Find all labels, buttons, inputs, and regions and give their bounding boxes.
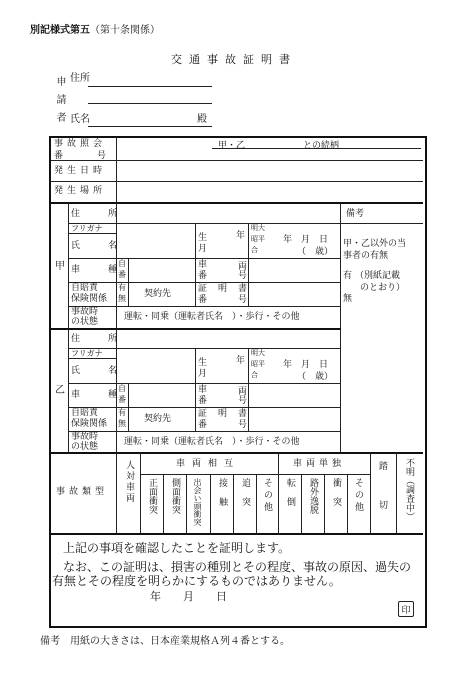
row-line [68,223,340,224]
vehicle-no-label: 両 [238,387,248,397]
divider [233,474,234,533]
row-line [340,223,423,224]
subtype-off-road: 路外逸脱 [308,478,318,514]
party-otsu-label: 乙 [55,385,65,396]
birth-label: 生 [198,358,208,368]
age: （ 歳） [297,372,334,382]
divider [195,348,196,431]
divider [163,474,164,533]
vehicle-no-label: 車 [198,385,208,395]
divider [370,453,371,533]
row-line-bold [51,452,423,454]
divider [248,223,249,258]
era: 明大 [251,349,265,357]
insurance-label-top: 自賠責 [71,283,99,293]
relation-label: との続柄 [303,141,340,151]
cert-label: 証 [198,284,208,294]
mark: 番 [118,395,126,404]
cert-label: 号 [238,420,248,430]
person-vs-vehicle: 人対車両 [124,460,134,504]
document-title: 交通事故証明書 [171,53,297,66]
era: 合 [251,246,258,254]
furigana-label: フリガナ [71,349,103,358]
subtype-crossing: 出会い頭衝突 [193,478,202,526]
birth-date: 年 月 日 [283,360,329,370]
cert-label: 番 [198,295,208,305]
cert-label: 書 [238,284,248,294]
era: 明大 [251,224,265,232]
subtype-other: その他 [262,478,272,514]
address-label: 住 所 [71,209,118,219]
subtype-contact: 接触 [217,478,227,516]
cert-line-3: 有無とその程度を明らかにするものではありません。 [52,574,341,588]
birth-label: 生 [198,233,208,243]
mark: 番 [118,270,126,279]
era: 合 [251,371,258,379]
accident-type-label: 事故類型 [56,487,109,497]
relation-ko-otsu: 甲・乙 [218,141,246,151]
divider [210,474,211,533]
state-options: 運転・同乗（運転者氏名 ）・歩行・その他 [124,437,300,447]
cert-label: 証 [198,409,208,419]
vehicle-type-label: 車 種 [71,390,118,400]
contract-label: 契約先 [144,414,172,424]
birth-label: 月 [198,244,208,254]
state-label-bottom: の状態 [71,442,99,452]
age: （ 歳） [297,247,334,257]
remarks-header: 備考 [346,209,365,219]
insurance-label-bottom: 保険関係 [71,294,108,304]
remarks-separate: のとおり） [360,283,406,293]
vehicle-no-label: 番 [198,396,208,406]
mark: 自 [118,259,126,268]
no-mark: 無 [118,294,126,303]
address-underline-2 [88,103,212,104]
vehicle-single: 車両単独 [293,459,346,469]
yes-mark: 有 [118,408,126,417]
insurance-label-top: 自賠責 [71,408,99,418]
accident-number-label-bottom: 番 号 [54,151,107,161]
cert-label: 書 [238,409,248,419]
era: 昭平 [251,360,265,368]
state-label-top: 事故時 [71,432,99,442]
row-line-bold [51,202,423,204]
divider [278,453,279,533]
cert-line-1: 上記の事項を確認したことを証明します。 [63,541,291,555]
divider [186,474,187,533]
subtype-side: 側面衝突 [170,478,180,514]
birth-date: 年 月 日 [283,235,329,245]
occurred-place-label: 発生場所 [54,186,107,196]
divider [116,453,117,533]
divider [140,453,141,533]
row-line [68,306,340,307]
divider [396,453,397,533]
remarks-no: 無 [343,294,353,304]
state-label-top: 事故時 [71,307,99,317]
seal-icon: 印 [398,601,414,617]
insurance-label-bottom: 保険関係 [71,419,108,429]
divider [128,383,129,431]
no-mark: 無 [118,419,126,428]
divider [301,474,302,533]
vehicle-no-label: 車 [198,260,208,270]
vehicle-no-label: 番 [198,271,208,281]
remarks-separate: （別紙記載 [355,271,401,281]
address-underline [88,86,212,87]
divider [256,474,257,533]
vehicle-no-label: 両 [238,262,248,272]
subtype-overturn: 転倒 [285,478,295,516]
row-line [51,181,423,182]
contract-label: 契約先 [144,289,172,299]
unknown: 不明（調査中） [404,458,414,521]
applicant-address-label: 住所 [70,73,90,84]
row-line [68,348,340,349]
address-label: 住 所 [71,334,118,344]
subtype-rear-end: 追突 [240,478,250,516]
row-line [68,258,340,259]
birth-label: 月 [198,369,208,379]
name-label: 氏 名 [71,241,118,251]
cert-label: 番 [198,420,208,430]
cert-line-2: なお、この証明は、損害の種別とその程度、事故の原因、過失の [63,560,412,574]
divider [195,223,196,306]
party-split-bold [51,328,341,330]
divider [347,474,348,533]
railway: 踏切 [377,461,387,539]
divider [116,138,117,160]
state-options: 運転・同乗（運転者氏名 ）・歩行・その他 [124,312,300,322]
row-line [68,233,116,234]
furigana-label: フリガナ [71,224,103,233]
occurred-datetime-label: 発生日時 [54,166,107,176]
remarks-text: 甲・乙以外の当 [343,239,407,249]
cert-label: 号 [238,295,248,305]
era: 昭平 [251,235,265,243]
row-line [68,282,340,283]
row-line [68,431,340,432]
row-line [68,407,340,408]
row-line [51,160,423,161]
birth-label: 年 [236,231,246,241]
vehicle-no-label: 号 [238,271,248,281]
yes-mark: 有 [118,283,126,292]
row-line [68,383,340,384]
name-underline [88,126,212,127]
divider [324,474,325,533]
name-label: 氏 名 [71,366,118,376]
footnote: 備考 用紙の大きさは、日本産業規格Ａ列４番とする。 [40,636,290,647]
cert-date: 年 月 日 [150,590,227,603]
accident-number-label-top: 事故照会 [54,139,107,149]
vehicle-type-label: 車 種 [71,265,118,275]
vehicle-vs-vehicle: 車両相互 [176,459,241,469]
birth-label: 年 [236,356,246,366]
form-id: 別記様式第五（第十条関係） [30,25,160,36]
cert-label: 明 [218,409,228,419]
divider [248,258,249,306]
mark: 自 [118,384,126,393]
subtype-collision: 衝突 [331,478,341,516]
cert-label: 明 [218,284,228,294]
subtype-single-other: その他 [353,478,363,514]
party-ko-label: 甲 [55,261,65,272]
vehicle-no-label: 号 [238,396,248,406]
applicant-name-suffix: 殿 [197,114,207,125]
subtype-frontal: 正面衝突 [147,478,157,514]
divider [248,348,249,431]
applicant-name-label: 氏名 [70,114,90,125]
applicant-label: 申請者 [54,76,65,130]
remarks-yes: 有 [343,271,353,281]
remarks-text: 事者の有無 [343,251,389,261]
divider [128,258,129,306]
row-line-bold [51,533,423,535]
row-line [68,358,116,359]
row-line [140,474,370,475]
state-label-bottom: の状態 [71,317,99,327]
